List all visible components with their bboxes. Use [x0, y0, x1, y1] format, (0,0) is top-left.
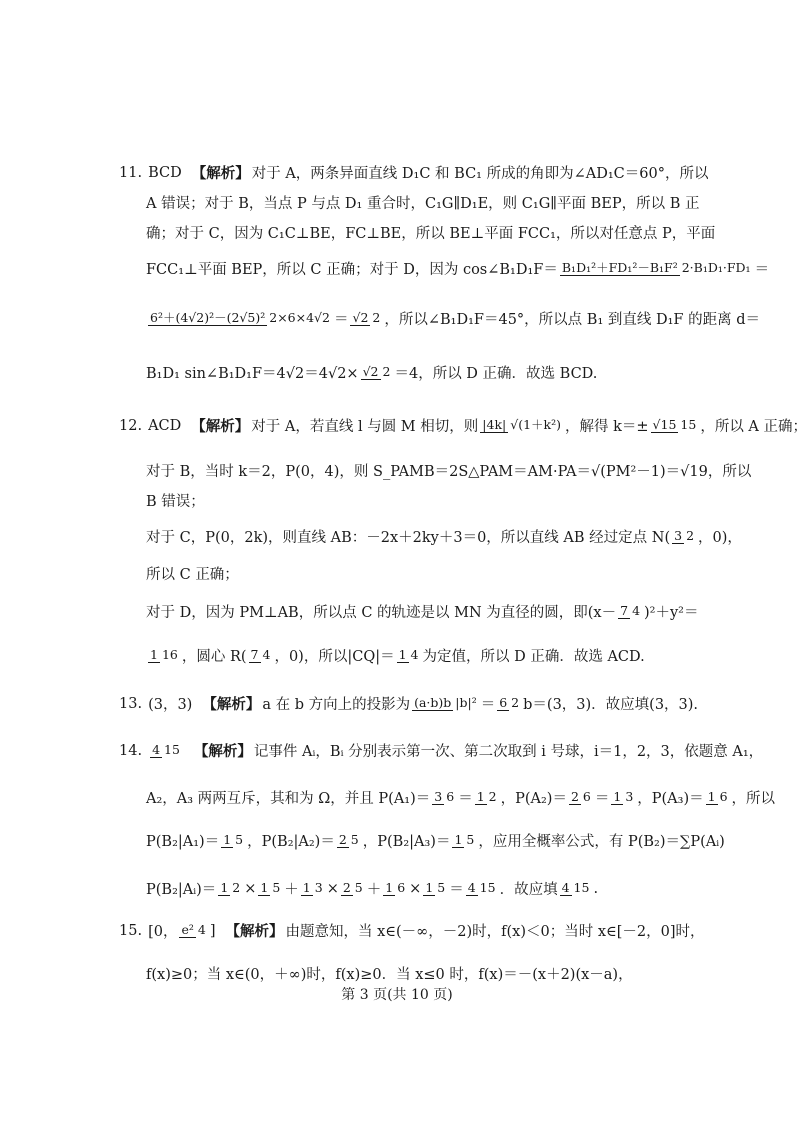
text-line-l3 [146, 222, 715, 243]
fraction-numerator: 1 [613, 789, 622, 805]
line-text: ，0)， [698, 530, 742, 546]
line-text: × [326, 880, 339, 897]
question-number: 11. [119, 164, 143, 181]
line-text: ＝4，所以 D 正确．故选 BCD. [394, 366, 598, 382]
fraction-denominator: 2 [382, 364, 391, 380]
fraction-denominator: 6 [397, 880, 406, 896]
text-line-l4 [146, 258, 769, 279]
fraction [651, 418, 699, 432]
line-text: ，应用全概率公式，有 P(B₂)＝∑P(Aᵢ) [478, 834, 725, 850]
analysis-tag: 【解析】 [225, 924, 284, 940]
fraction-numerator: (a·b)b [414, 695, 452, 711]
line-text: 对于 B，当时 k＝2，P(0，4)，则 S_PAMB＝2S△PAM＝AM·PA＝√(PM²－1)＝√19，所以 [146, 464, 752, 480]
text-line-l13 [146, 645, 645, 666]
answer-fraction-denominator: 4 [197, 922, 206, 938]
text-line-l10 [146, 526, 742, 547]
line-text: f(x)≥0；当 x∈(0，＋∞)时，f(x)≥0．当 x≤0 时，f(x)＝－(x＋2)(x－a)， [146, 967, 633, 983]
answer-bracket: ] [209, 922, 216, 939]
question-number: 12. [119, 417, 143, 434]
line-text: 对于 D，因为 PM⊥AB，所以点 C 的轨迹是以 MN 为直径的圆，即(x－ [146, 605, 617, 621]
line-text: ．故应填 [499, 882, 558, 898]
fraction-denominator: 6 [719, 789, 728, 805]
line-text: 确；对于 C，因为 C₁C⊥BE，FC⊥BE，所以 BE⊥平面 FCC₁，所以对任意点 P，平面 [146, 226, 716, 242]
text-line-l6 [146, 362, 597, 383]
fraction-denominator: 4 [410, 647, 419, 663]
fraction-denominator: 6 [582, 789, 591, 805]
fraction [361, 365, 393, 379]
fraction-numerator: √2 [362, 364, 379, 380]
fraction-denominator: 5 [272, 880, 281, 896]
line-text: ，0)，所以|CQ|＝ [274, 649, 395, 665]
fraction-numerator: 1 [385, 880, 394, 896]
fraction-denominator: 6 [446, 789, 455, 805]
fraction [249, 648, 273, 662]
page-footer: 第 3 页(共 10 页) [341, 987, 453, 1003]
answer-fraction [179, 923, 207, 937]
fraction-numerator: 1 [398, 647, 407, 663]
line-text: A₂，A₃ 两两互斥，其和为 Ω，并且 P(A₁)＝ [146, 791, 431, 807]
fraction-denominator: 2 [488, 789, 497, 805]
fraction [560, 261, 753, 275]
line-text: ，P(B₂|A₂)＝ [247, 834, 335, 850]
line-text: ，所以∠B₁D₁F＝45°，所以点 B₁ 到直线 D₁F 的距离 d＝ [384, 312, 760, 328]
fraction-numerator: 1 [220, 880, 229, 896]
fraction-numerator: 1 [302, 880, 311, 896]
text-line-l14 [119, 693, 698, 714]
fraction-numerator: 1 [454, 832, 463, 848]
fraction-denominator: 2 [511, 695, 520, 711]
answer-fraction-numerator: 4 [152, 742, 161, 758]
fraction [569, 790, 593, 804]
answer-key: [0， [148, 924, 178, 940]
fraction-numerator: 1 [476, 789, 485, 805]
fraction-numerator: B₁D₁²＋FD₁²－B₁F² [561, 260, 678, 276]
fraction-numerator: 1 [425, 880, 434, 896]
fraction-denominator: 5 [354, 880, 363, 896]
fraction [618, 604, 642, 618]
fraction [383, 881, 407, 895]
answer-fraction [150, 743, 182, 757]
line-text: 由题意知，当 x∈(－∞，－2)时，f(x)＜0；当时 x∈[－2，0]时， [285, 924, 705, 940]
line-text: ＝ [594, 791, 610, 807]
line-text: b＝(3，3)．故应填(3，3). [523, 697, 699, 713]
fraction-numerator: 6²＋(4√2)²－(2√5)² [150, 310, 266, 326]
line-text: 对于 A，两条异面直线 D₁C 和 BC₁ 所成的角即为∠AD₁C＝60°，所以 [251, 166, 709, 182]
fraction-denominator: 4 [262, 647, 271, 663]
fraction [423, 881, 447, 895]
fraction-denominator: 5 [466, 832, 475, 848]
fraction [218, 881, 242, 895]
line-text: ，解得 k＝± [565, 419, 649, 435]
equals-sign: ＝ [333, 312, 349, 328]
text-line-l18 [146, 878, 598, 899]
fraction-numerator: 2 [338, 832, 347, 848]
fraction-denominator: 5 [437, 880, 446, 896]
fraction [148, 648, 180, 662]
line-text: × [244, 880, 257, 897]
line-text: ，P(B₂|A₃)＝ [362, 834, 451, 850]
fraction-denominator: 2×6×4√2 [269, 310, 330, 326]
fraction-denominator: 3 [625, 789, 634, 805]
fraction [341, 881, 365, 895]
fraction-numerator: 2 [570, 789, 579, 805]
fraction-numerator: √15 [652, 417, 677, 433]
text-line-l7 [119, 415, 807, 436]
answer-fraction-numerator: e² [181, 922, 194, 938]
line-text: ＝ [449, 882, 464, 898]
fraction-denominator: 3 [314, 880, 323, 896]
line-text: ，P(A₂)＝ [500, 791, 567, 807]
fraction [432, 790, 456, 804]
fraction [475, 790, 499, 804]
fraction [221, 833, 245, 847]
text-line-l1 [119, 162, 708, 183]
analysis-tag: 【解析】 [191, 166, 250, 182]
line-text: 为定值，所以 D 正确．故选 ACD. [422, 649, 645, 665]
fraction-denominator: 16 [161, 647, 178, 663]
text-line-l8 [146, 460, 751, 481]
fraction [452, 833, 476, 847]
line-text: × [409, 880, 422, 897]
fraction-denominator: 2 [372, 310, 381, 326]
fraction [706, 790, 730, 804]
fraction-numerator: 3 [674, 528, 683, 544]
question-number: 15. [119, 922, 143, 939]
line-text: A 错误；对于 B，当点 P 与点 D₁ 重合时，C₁G∥D₁E，则 C₁G∥平面 BEP，所以 B 正 [146, 196, 700, 212]
line-text: FCC₁⊥平面 BEP，所以 C 正确；对于 D，因为 cos∠B₁D₁F＝ [146, 262, 558, 278]
line-text: ＋ [366, 882, 382, 898]
fraction-denominator: 5 [350, 832, 359, 848]
fraction [497, 696, 521, 710]
fraction [672, 529, 696, 543]
fraction-numerator: 4 [467, 880, 476, 896]
fraction-denominator: 2·B₁D₁·FD₁ [681, 260, 751, 276]
fraction [301, 881, 325, 895]
text-line-l2 [146, 192, 699, 213]
fraction-denominator: 15 [479, 880, 496, 896]
fraction-denominator: |b|² [455, 695, 477, 711]
fraction [412, 696, 479, 710]
fraction-numerator: 3 [434, 789, 443, 805]
line-text: ＝ [458, 791, 473, 807]
fraction [258, 881, 282, 895]
line-text: B₁D₁ sin∠B₁D₁F＝4√2＝4√2× [146, 366, 359, 382]
analysis-tag: 【解析】 [191, 419, 250, 435]
line-text: ，所以 A 正确； [700, 419, 807, 435]
fraction-numerator: 7 [620, 603, 629, 619]
text-line-l19 [119, 920, 705, 941]
line-text: 所以 C 正确； [146, 567, 239, 583]
question-number: 14. [119, 742, 143, 759]
line-text: 记事件 Aᵢ，Bᵢ 分别表示第一次、第二次取到 i 号球，i＝1，2，3，依题意 A₁， [253, 744, 764, 760]
line-text: ，P(A₃)＝ [637, 791, 704, 807]
fraction [397, 648, 421, 662]
fraction [148, 311, 332, 325]
line-text: B 错误； [146, 494, 205, 510]
fraction [480, 418, 563, 432]
text-line-l9 [146, 490, 205, 511]
fraction-denominator: 2 [686, 528, 695, 544]
fraction-numerator: 1 [260, 880, 269, 896]
answer-key: (3，3) [148, 697, 193, 713]
fraction [560, 881, 592, 895]
line-text: 对于 A，若直线 l 与圆 M 相切，则 [251, 419, 479, 435]
fraction-numerator: 1 [707, 789, 716, 805]
text-line-l12 [146, 601, 699, 622]
analysis-tag: 【解析】 [202, 697, 261, 713]
line-text: ，圆心 R( [181, 649, 247, 665]
fraction-denominator: √(1＋k²) [510, 417, 561, 433]
fraction-numerator: 2 [342, 880, 351, 896]
fraction-denominator: 2 [232, 880, 241, 896]
line-text: ＋ [284, 882, 299, 898]
answer-key: BCD [148, 164, 182, 181]
fraction-numerator: 1 [150, 647, 158, 663]
fraction [337, 833, 361, 847]
fraction [466, 881, 498, 895]
text-line-l15 [119, 740, 763, 761]
line-text: P(B₂|A₁)＝ [146, 834, 220, 850]
text-line-l20 [146, 963, 633, 984]
line-text: . [593, 880, 599, 897]
fraction-numerator: 4 [561, 880, 570, 896]
fraction-numerator: |4k| [482, 417, 507, 433]
fraction-denominator: 15 [573, 880, 590, 896]
text-line-l11 [146, 563, 239, 584]
line-text: 对于 C，P(0，2k)，则直线 AB：－2x＋2ky＋3＝0，所以直线 AB 经过定点 N( [146, 530, 671, 546]
fraction-denominator: 5 [235, 832, 244, 848]
question-number: 13. [119, 695, 143, 712]
line-text: ＝ [480, 697, 496, 713]
text-line-l17 [146, 830, 725, 851]
fraction-numerator: 7 [250, 647, 259, 663]
line-text: ＝ [754, 262, 770, 278]
text-line-l5 [146, 308, 760, 329]
fraction-numerator: √2 [352, 310, 369, 326]
line-text: a 在 b 方向上的投影为 [262, 697, 411, 713]
text-line-l16 [146, 787, 775, 808]
fraction [611, 790, 635, 804]
answer-fraction-denominator: 15 [164, 742, 180, 758]
line-text: )²＋y²＝ [644, 605, 699, 621]
fraction-denominator: 15 [680, 417, 697, 433]
fraction [350, 311, 382, 325]
analysis-tag: 【解析】 [193, 744, 252, 760]
answer-key: ACD [148, 417, 182, 434]
fraction-numerator: 1 [223, 832, 232, 848]
fraction-denominator: 4 [632, 603, 641, 619]
fraction-numerator: 6 [499, 695, 508, 711]
line-text: ，所以 [731, 791, 776, 807]
line-text: P(B₂|Aᵢ)＝ [146, 882, 217, 898]
